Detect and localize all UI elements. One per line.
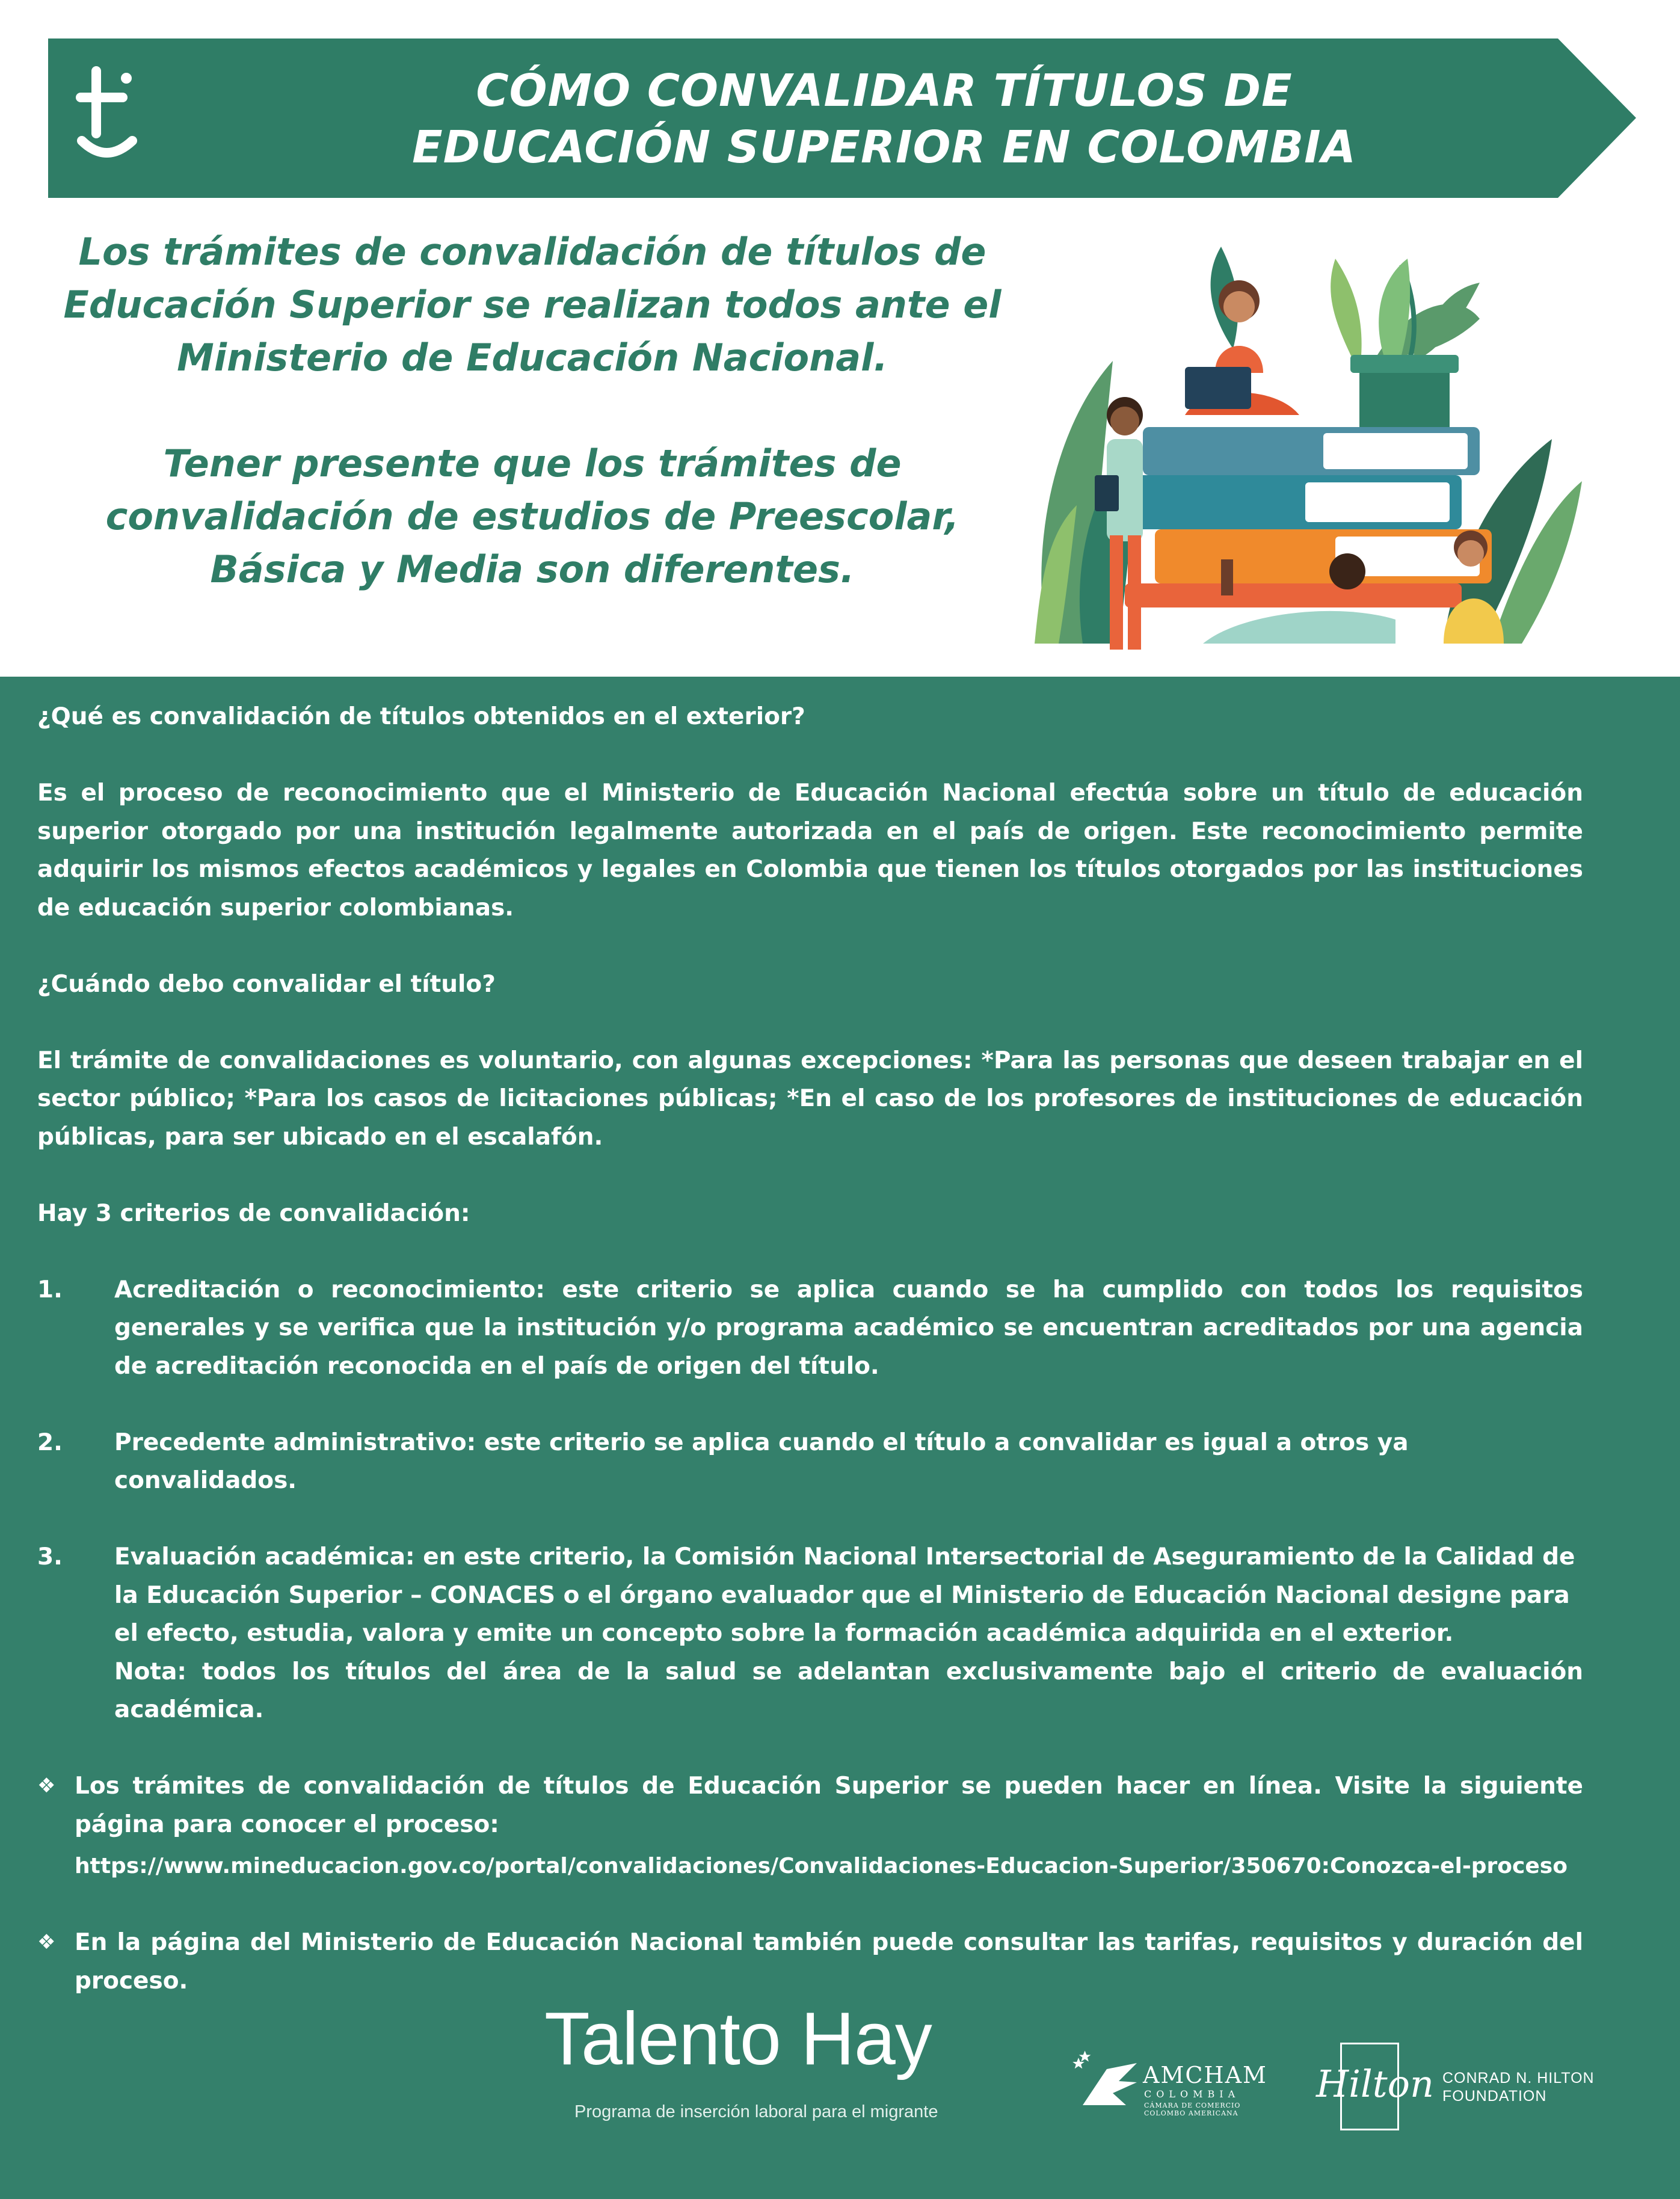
amcham-full-name: CÁMARA DE COMERCIO COLOMBO AMERICANA xyxy=(1144,2102,1241,2117)
bullet-text: En la página del Ministerio de Educación Nacional también puede consultar las tarifas, requisitos y duración del proceso. xyxy=(75,1929,1583,1994)
students-books-illustration xyxy=(1023,223,1588,656)
diamond-bullet-icon: ❖ xyxy=(37,1774,56,1798)
page-title xyxy=(168,63,1600,176)
talento-hay-logo xyxy=(544,2000,1002,2122)
amcham-eagle-icon xyxy=(1071,2045,1143,2117)
amcham-name: AMCHAM xyxy=(1143,2062,1267,2088)
intro-paragraph-1: Los trámites de convalidación de títulos de Educación Superior se realizan todos ante el Ministerio de Educación Nacional. xyxy=(63,230,1002,380)
criterion-1 xyxy=(37,1271,1583,1386)
bullet-text: Los trámites de convalidación de títulos de Educación Superior se pueden hacer en línea. Visite la siguiente página para conocer el proceso: xyxy=(75,1773,1583,1838)
process-url-link[interactable]: https://www.mineducacion.gov.co/portal/convalidaciones/Convalidaciones-Educacion-Superior/350670:Conozca-el-proceso xyxy=(75,1854,1568,1878)
criterion-text: Acreditación o reconocimiento: este criterio se aplica cuando se ha cumplido con todos los requisitos generales y se verifica que la institución y/o programa académico se encuentran acreditados por una agencia de acreditación reconocida en el país de origen del título. xyxy=(114,1276,1583,1380)
header-banner xyxy=(48,38,1636,198)
criterion-note: Nota: todos los títulos del área de la salud se adelantan exclusivamente bajo el criterio de evaluación académica. xyxy=(114,1658,1583,1723)
brand-tagline: Programa de inserción laboral para el migrante xyxy=(574,2102,938,2121)
amcham-logo xyxy=(1071,2045,1267,2117)
title-line-2: EDUCACIÓN SUPERIOR EN COLOMBIA xyxy=(412,121,1356,173)
diamond-bullet-icon: ❖ xyxy=(37,1930,56,1954)
bullet-tariffs xyxy=(37,1924,1583,2000)
question-when: ¿Cuándo debo convalidar el título? xyxy=(37,970,496,998)
title-line-1: CÓMO CONVALIDAR TÍTULOS DE xyxy=(476,65,1293,117)
criterion-number: 2. xyxy=(37,1429,63,1456)
hilton-foundation-logo xyxy=(1316,2038,1629,2134)
criterion-text: Precedente administrativo: este criterio se aplica cuando el título a convalidar es igual a otros ya convalidados. xyxy=(114,1429,1409,1494)
brand-name: Talento Hay xyxy=(544,1998,932,2081)
criterion-number: 1. xyxy=(37,1276,63,1303)
criterion-body xyxy=(114,1538,1583,1729)
bullet-body xyxy=(75,1767,1583,1886)
hilton-script-mark: Hilton xyxy=(1316,2062,1434,2106)
answer-what-is: Es el proceso de reconocimiento que el Ministerio de Educación Nacional efectúa sobre un título de educación superior otorgado por una institución legalmente autorizada en el país de origen. Este reconocimiento permite adquirir los mismos efectos académicos y legales en Colombia que tienen los títulos otorgados por las instituciones de educación superior colombianas. xyxy=(37,780,1583,921)
bullet-online xyxy=(37,1767,1583,1886)
hilton-name-line-1: CONRAD N. HILTON xyxy=(1442,2070,1595,2087)
criterion-number: 3. xyxy=(37,1543,63,1570)
criteria-intro: Hay 3 criterios de convalidación: xyxy=(37,1199,470,1227)
hilton-name-line-2: FOUNDATION xyxy=(1442,2088,1547,2105)
criterion-3 xyxy=(37,1538,1583,1729)
talento-hay-logo-icon xyxy=(73,64,140,172)
question-what-is: ¿Qué es convalidación de títulos obtenidos en el exterior? xyxy=(37,703,805,730)
answer-when: El trámite de convalidaciones es voluntario, con algunas excepciones: *Para las personas que deseen trabajar en el sector público; *Para los casos de licitaciones públicas; *En el caso de los profesores de instituciones de educación públicas, para ser ubicado en el escalafón. xyxy=(37,1047,1583,1151)
intro-paragraph-2: Tener presente que los trámites de convalidación de estudios de Preescolar, Básica y Media son diferentes. xyxy=(105,441,959,591)
amcham-country: COLOMBIA xyxy=(1144,2088,1240,2100)
criterion-2 xyxy=(37,1424,1583,1500)
hilton-foundation-name xyxy=(1442,2069,1595,2105)
intro-text xyxy=(36,226,1029,596)
criterion-text: Evaluación académica: en este criterio, la Comisión Nacional Intersectorial de Aseguramiento de la Calidad de la Educación Superior – CONACES o el órgano evaluador que el Ministerio de Educación Nacional designe para el efecto, estudia, valora y emite un concepto sobre la formación académica adquirida en el exterior. xyxy=(114,1543,1575,1647)
info-content xyxy=(37,698,1583,2038)
